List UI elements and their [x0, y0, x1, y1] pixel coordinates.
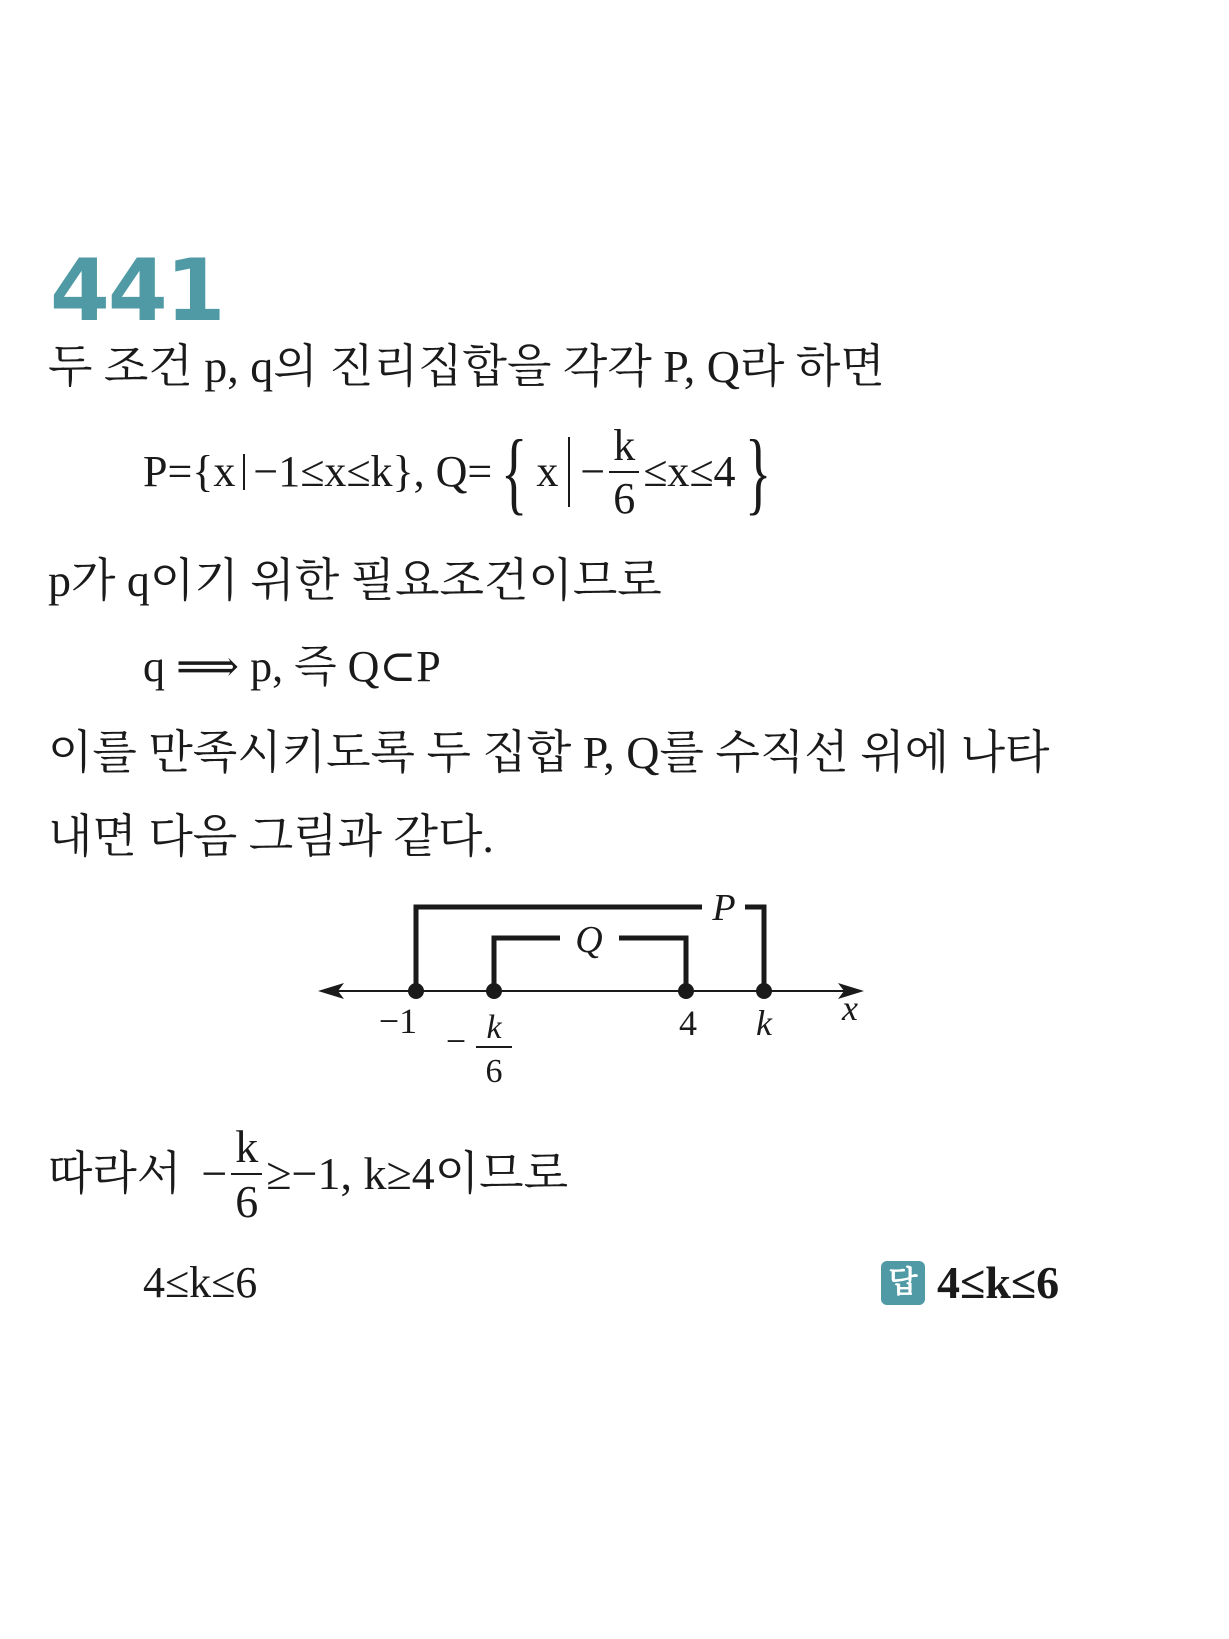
therefore-minus: − [201, 1148, 228, 1199]
set-q-x: x [536, 447, 559, 496]
frac-numerator: k [609, 424, 639, 473]
set-q-minus: − [580, 447, 606, 496]
therefore-prefix: 따라서 [48, 1148, 182, 1199]
therefore-fraction [231, 1120, 262, 1227]
therefore-frac-numerator: k [231, 1124, 262, 1175]
problem-number: 441 [50, 241, 224, 341]
set-q-bracket-right [619, 938, 686, 991]
set-q-right: ≤x≤4 [643, 447, 736, 496]
set-p-right: −1≤x≤k}, Q= [253, 447, 493, 496]
tick-label-minus-sign: − [445, 1021, 467, 1061]
point-minus-1 [408, 983, 424, 999]
set-p-left: P={x [143, 447, 236, 496]
tick-label-k: k [756, 1003, 772, 1043]
frac-denominator: 6 [613, 473, 636, 523]
therefore-rest: ≥−1, k≥4이므로 [266, 1148, 569, 1199]
left-brace: { [501, 421, 528, 523]
point-k [756, 983, 772, 999]
therefore-frac-denominator: 6 [235, 1175, 259, 1227]
tick-label-minus-1: −1 [378, 1001, 418, 1041]
point-4 [678, 983, 694, 999]
set-p-bracket-right [745, 907, 764, 991]
label-set-q: Q [575, 919, 603, 961]
line-result: 4≤k≤6 [143, 1258, 258, 1307]
answer [881, 1258, 1059, 1309]
set-q-bracket-left [494, 938, 560, 991]
answer-value: 4≤k≤6 [937, 1257, 1060, 1308]
label-axis-x: x [842, 988, 858, 1028]
tick-label-4: 4 [679, 1003, 697, 1043]
point-minus-k-over-6 [486, 983, 502, 999]
line-number-line-intro: 이를 만족시키도록 두 집합 P, Q를 수직선 위에 나타 [48, 727, 1050, 778]
set-p-bracket-left [416, 907, 702, 991]
right-brace: } [744, 421, 771, 523]
line-truth-sets: 두 조건 p, q의 진리집합을 각각 P, Q라 하면 [48, 341, 885, 392]
tick-label-6-denominator: 6 [485, 1053, 503, 1090]
tick-label-k-numerator: k [486, 1009, 502, 1046]
set-definitions [143, 420, 780, 524]
set-bar [243, 454, 245, 490]
line-therefore [48, 1120, 569, 1227]
label-set-p: P [712, 887, 736, 929]
set-q-bar [568, 437, 570, 507]
line-implication: q ⟹ p, 즉 Q⊂P [143, 642, 441, 691]
line-figure-intro: 내면 다음 그림과 같다. [48, 811, 494, 862]
line-necessary-condition: p가 q이기 위한 필요조건이므로 [48, 555, 662, 606]
fraction-k-over-6 [609, 420, 639, 523]
number-line-diagram [0, 870, 1229, 1100]
answer-badge: 답 [881, 1261, 925, 1305]
